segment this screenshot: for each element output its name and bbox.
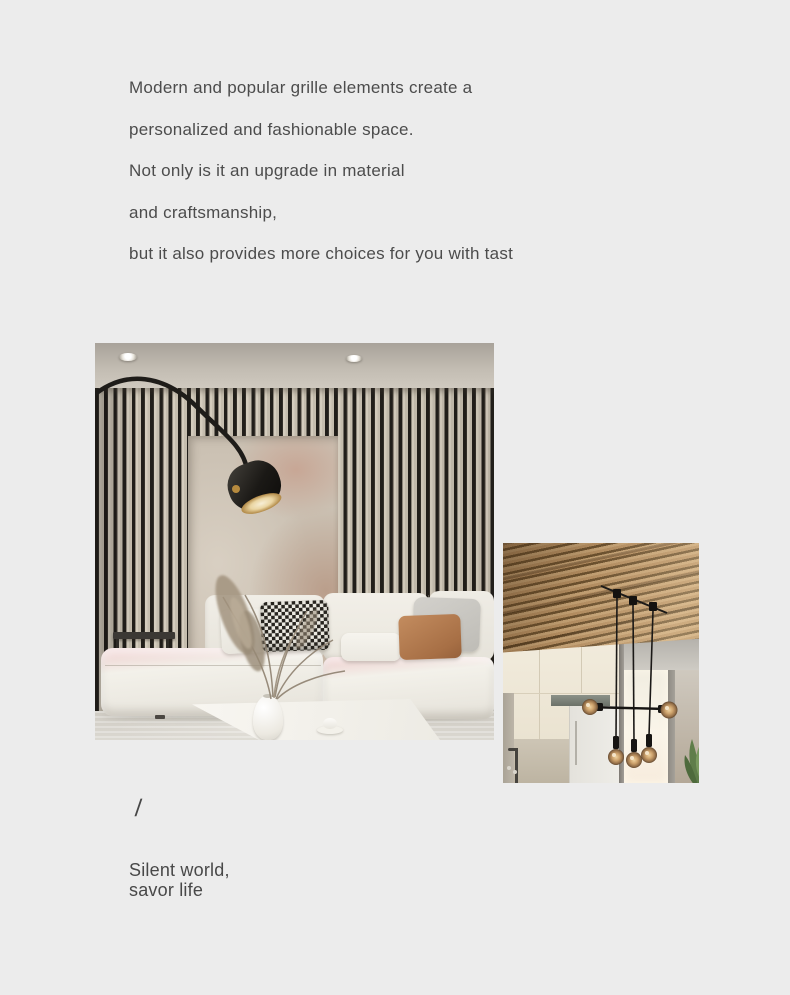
intro-line: Modern and popular grille elements create a — [129, 78, 473, 97]
plant-leaves — [684, 739, 699, 783]
lamp-brass-joint — [232, 485, 240, 493]
intro-line: but it also provides more choices for you with tast — [129, 244, 514, 263]
kitchen-ceiling-photo — [503, 543, 699, 783]
pendant-rods — [616, 598, 653, 741]
arc-floor-lamp — [95, 343, 494, 740]
intro-line: personalized and fashionable space. — [129, 119, 414, 139]
lamp-head — [221, 454, 288, 520]
lamp-arc-arm — [95, 379, 247, 470]
intro-paragraph — [129, 67, 689, 275]
intro-line: Not only is it an upgrade in material — [129, 161, 405, 180]
ceiling-mounts — [613, 589, 657, 611]
tagline-line: savor life — [129, 879, 204, 900]
bulb-sockets — [596, 703, 665, 752]
tagline-line: Silent world, — [129, 860, 230, 880]
pendant-lights — [503, 543, 699, 783]
living-room-photo — [95, 343, 494, 740]
divider-slash: / — [134, 795, 143, 822]
edison-bulbs — [582, 699, 678, 768]
tagline — [129, 861, 230, 900]
intro-line: and craftsmanship, — [129, 202, 278, 222]
